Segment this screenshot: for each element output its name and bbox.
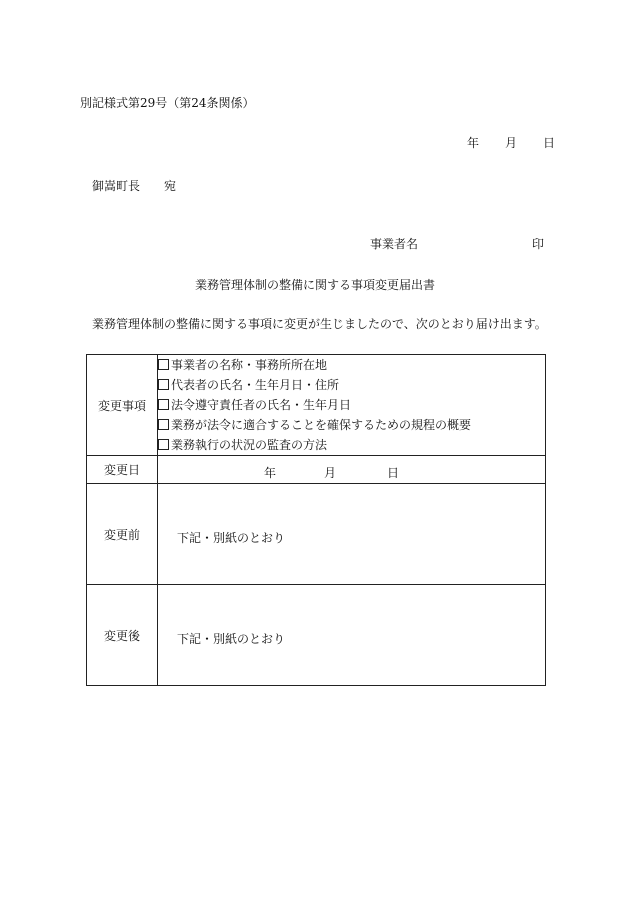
- change-date-row: [87, 456, 546, 484]
- change-form-table: [86, 354, 546, 686]
- option-label: 法令遵守責任者の氏名・生年月日: [171, 398, 352, 412]
- change-date-month: 月: [324, 466, 337, 480]
- change-items-label: 変更事項: [87, 355, 158, 456]
- checkbox[interactable]: [158, 419, 169, 430]
- intro-text: 業務管理体制の整備に関する事項に変更が生じましたので、次のとおり届け出ます。: [92, 317, 547, 331]
- change-date-field[interactable]: [158, 456, 546, 484]
- after-note: 下記・別紙のとおり: [177, 631, 286, 646]
- date-year-label: 年: [467, 136, 480, 150]
- date-day-label: 日: [543, 136, 556, 150]
- option-label: 代表者の氏名・生年月日・住所: [171, 378, 340, 392]
- checkbox[interactable]: [158, 439, 169, 450]
- seal-mark: 印: [532, 237, 545, 251]
- checkbox[interactable]: [158, 399, 169, 410]
- before-row: [87, 484, 546, 585]
- change-date-label: 変更日: [87, 456, 158, 484]
- document-title: 業務管理体制の整備に関する事項変更届出書: [194, 278, 435, 292]
- before-note: 下記・別紙のとおり: [177, 530, 286, 545]
- change-items-row: [87, 355, 546, 456]
- change-option-4[interactable]: [158, 435, 545, 455]
- before-field[interactable]: [158, 484, 546, 585]
- after-label: 変更後: [87, 585, 158, 686]
- checkbox[interactable]: [158, 379, 169, 390]
- after-row: [87, 585, 546, 686]
- option-label: 業務執行の状況の監査の方法: [171, 438, 328, 452]
- checkbox[interactable]: [158, 359, 169, 370]
- change-date-year: 年: [264, 466, 277, 480]
- addressee-name: 御嵩町長: [92, 179, 141, 193]
- applicant-label: 事業者名: [370, 237, 419, 251]
- change-option-2[interactable]: [158, 395, 545, 415]
- change-option-3[interactable]: [158, 415, 545, 435]
- option-label: 業務が法令に適合することを確保するための規程の概要: [171, 418, 472, 432]
- addressee: [92, 180, 176, 192]
- addressee-suffix: 宛: [164, 179, 177, 193]
- submission-date: [467, 137, 555, 149]
- change-items-list: [158, 355, 546, 456]
- form-number: 別記様式第29号（第24条関係）: [80, 96, 255, 110]
- date-month-label: 月: [505, 136, 518, 150]
- change-date-day: 日: [387, 466, 400, 480]
- change-option-1[interactable]: [158, 375, 545, 395]
- after-field[interactable]: [158, 585, 546, 686]
- change-option-0[interactable]: [158, 355, 545, 375]
- option-label: 事業者の名称・事務所所在地: [171, 358, 328, 372]
- applicant-line: [370, 238, 544, 250]
- before-label: 変更前: [87, 484, 158, 585]
